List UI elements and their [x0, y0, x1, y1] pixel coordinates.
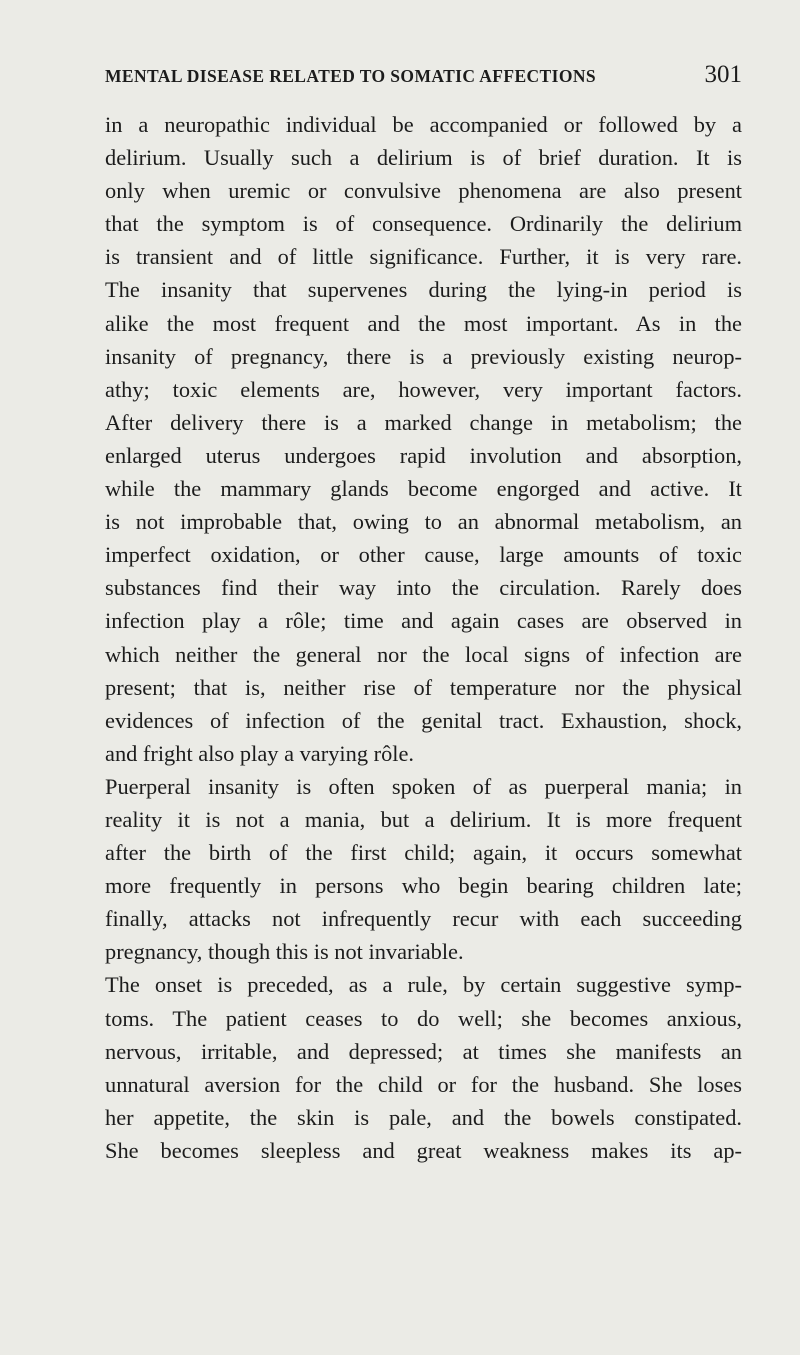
text-line: The onset is preceded, as a rule, by certain suggestive symp-: [105, 972, 742, 998]
text-line: is transient and of little significance. Further, it is very rare.: [105, 244, 742, 270]
page-number: 301: [704, 61, 742, 88]
text-line: in a neuropathic individual be accompanied or followed by a: [105, 112, 742, 137]
text-line: finally, attacks not infrequently recur with each succeeding: [105, 906, 742, 932]
text-line: insanity of pregnancy, there is a previously existing neurop-: [105, 343, 742, 369]
text-line: evidences of infection of the genital tract. Exhaustion, shock,: [105, 707, 742, 733]
text-line: infection play a rôle; time and again cases are observed in: [105, 608, 742, 634]
text-line: Puerperal insanity is often spoken of as puerperal mania; in: [105, 773, 742, 799]
text-line: and fright also play a varying rôle.: [105, 740, 415, 766]
body-text: [105, 108, 742, 1167]
text-line: which neither the general nor the local signs of infection are: [105, 641, 742, 667]
text-line: her appetite, the skin is pale, and the bowels constipated.: [105, 1104, 742, 1130]
text-line: that the symptom is of consequence. Ordinarily the delirium: [105, 211, 742, 237]
text-line: nervous, irritable, and depressed; at times she manifests an: [105, 1038, 742, 1064]
text-line: is not improbable that, owing to an abnormal metabolism, an: [105, 509, 742, 535]
text-line: enlarged uterus undergoes rapid involution and absorption,: [105, 442, 742, 468]
text-line: imperfect oxidation, or other cause, large amounts of toxic: [105, 542, 742, 568]
text-line: only when uremic or convulsive phenomena are also present: [105, 178, 742, 204]
text-line: toms. The patient ceases to do well; she becomes anxious,: [105, 1005, 742, 1031]
text-line: athy; toxic elements are, however, very important factors.: [105, 376, 742, 402]
text-line: unnatural aversion for the child or for the husband. She loses: [105, 1071, 742, 1097]
text-line: reality it is not a mania, but a delirium. It is more frequent: [105, 806, 742, 832]
text-line: alike the most frequent and the most important. As in the: [105, 310, 742, 336]
running-head: MENTAL DISEASE RELATED TO SOMATIC AFFECTIONS: [105, 66, 597, 86]
text-line: substances find their way into the circulation. Rarely does: [105, 575, 742, 601]
text-line: while the mammary glands become engorged and active. It: [105, 476, 742, 502]
text-line: delirium. Usually such a delirium is of brief duration. It is: [105, 145, 742, 171]
text-line: more frequently in persons who begin bearing children late;: [105, 873, 742, 899]
text-line: After delivery there is a marked change in metabolism; the: [105, 409, 742, 435]
text-line: She becomes sleepless and great weakness makes its ap-: [105, 1137, 742, 1163]
text-line: after the birth of the first child; again, it occurs somewhat: [105, 840, 742, 866]
text-line: pregnancy, though this is not invariable.: [105, 939, 464, 965]
text-line: present; that is, neither rise of temperature nor the physical: [105, 674, 742, 700]
page-header: [105, 62, 742, 102]
text-line: The insanity that supervenes during the lying-in period is: [105, 277, 742, 303]
